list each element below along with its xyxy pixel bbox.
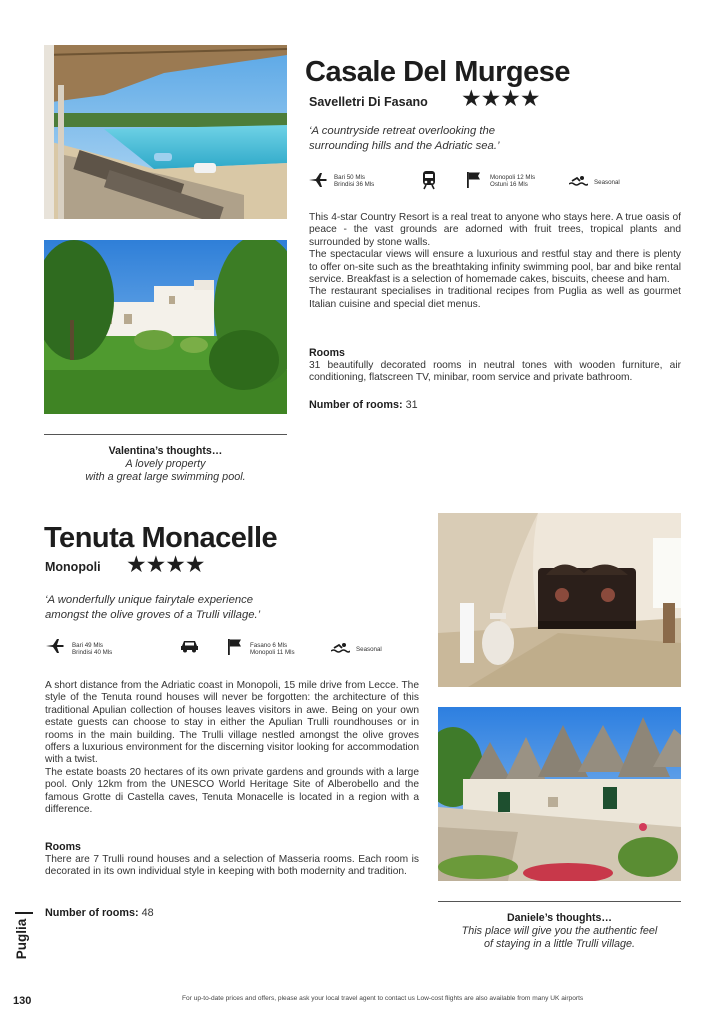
train-icon — [421, 170, 437, 190]
page-number: 130 — [13, 995, 32, 1007]
star-rating: ★★★★ — [126, 551, 205, 577]
trullo-interior-photo — [438, 513, 681, 687]
town-distance-1: Monopoli 12 Mls — [490, 174, 536, 181]
thoughts-divider — [44, 434, 287, 435]
description-paragraph: A short distance from the Adriatic coast in Monopoli, 15 mile drive from Lecce. The style of the Tenuta round houses will never be forgotten: the architecture of this traditional Apulian collection of houses leaves visitors in awe. Being on your own estate guests can choose to stay in either the Apulian Trulli roundhouses or in rooms in the main building. The Trulli village nestled amongst the olive groves offers a luxurious environment for the discerning visitor looking for accommodation with a twist. — [45, 680, 419, 766]
plane-icon — [308, 172, 328, 188]
number-of-rooms — [309, 399, 418, 411]
flag-icon — [227, 638, 243, 656]
hotel-quote: ‘A wonderfully unique fairytale experience amongst the olive groves of a Trulli village.’ — [45, 594, 261, 621]
car-icon — [180, 639, 199, 653]
thoughts-line: of staying in a little Trulli village. — [483, 938, 636, 950]
hotel-name-casale: Casale Del Murgese — [305, 56, 571, 88]
thoughts-line: with a great large swimming pool. — [85, 471, 246, 483]
number-of-rooms — [45, 907, 154, 919]
star-rating: ★★★★ — [461, 85, 540, 111]
airport-distance-2: Brindisi 40 Mls — [72, 649, 113, 656]
town-distance-2: Monopoli 11 Mls — [250, 649, 295, 656]
plane-icon — [45, 638, 65, 654]
hotel-quote: ‘A countryside retreat overlooking the surrounding hills and the Adriatic sea.’ — [309, 125, 500, 152]
airport-distance-2: Brindisi 36 Mls — [334, 181, 375, 188]
rooms-text: 31 beautifully decorated rooms in neutral tones with wooden furniture, air conditioning, flatscreen TV, minibar, room service and private bathroom. — [309, 360, 681, 384]
pool-icon — [331, 642, 350, 654]
thoughts-divider — [438, 901, 681, 902]
hotel-description — [45, 680, 419, 816]
rooms-text: There are 7 Trulli round houses and a selection of Masseria rooms. Each room is decorated in its own individual style in keeping with both modernity and tradition. — [45, 854, 419, 878]
pool-season: Seasonal — [356, 646, 382, 653]
thoughts-line: This place will give you the authentic feel — [461, 925, 658, 937]
number-of-rooms-value: 31 — [405, 399, 418, 411]
footer-note: For up-to-date prices and offers, please ask your local travel agent to contact us Low-cost flights are also available from many UK airports — [182, 995, 584, 1002]
town-distance-1: Fasano 6 Mls — [250, 642, 288, 649]
trulli-village-photo — [438, 707, 681, 881]
number-of-rooms-label: Number of rooms: — [309, 399, 403, 411]
rooms-heading: Rooms — [309, 347, 345, 359]
description-paragraph: This 4-star Country Resort is a real treat to anyone who stays here. A true oasis of peace - the vast grounds are adorned with fruit trees, tropical plants and surrounded by stone walls. — [309, 212, 681, 248]
pool-icon — [569, 175, 588, 187]
description-paragraph: The spectacular views will ensure a luxurious and restful stay and there is plenty to offer on-site such as the breathtaking infinity swimming pool, bar and bike rental service. Breakfast is a selection of homemade cakes, biscuits, cheese and ham. — [309, 249, 681, 286]
airport-distance-1: Bari 50 Mls — [334, 174, 365, 181]
airport-distance-1: Bari 49 Mls — [72, 642, 103, 649]
hotel-description — [309, 212, 681, 311]
region-side-tab: Puglia — [14, 918, 29, 960]
hotel-name-tenuta: Tenuta Monacelle — [44, 522, 278, 554]
thoughts-line: A lovely property — [125, 458, 206, 470]
number-of-rooms-value: 48 — [141, 907, 154, 919]
town-distance-2: Ostuni 16 Mls — [490, 181, 528, 188]
number-of-rooms-label: Number of rooms: — [45, 907, 139, 919]
thoughts-author: Daniele’s thoughts… — [507, 912, 612, 924]
description-paragraph: The restaurant specialises in traditional recipes from Puglia as well as gourmet Italian cuisine and special diet menus. — [309, 286, 681, 310]
pool-season: Seasonal — [594, 179, 620, 186]
pool-terrace-photo — [44, 45, 287, 219]
flag-icon — [466, 171, 482, 189]
hotel-location: Monopoli — [45, 560, 101, 574]
villa-garden-photo — [44, 240, 287, 414]
description-paragraph: The estate boasts 20 hectares of its own private gardens and grounds with a large pool. Only 12km from the UNESCO World Heritage Site of Alberobello and the famous Grotte di Castella caves, Tenuta Monacelle is located in a region with a difference. — [45, 766, 419, 816]
thoughts-author: Valentina’s thoughts… — [108, 445, 223, 457]
rooms-heading: Rooms — [45, 841, 81, 853]
hotel-location: Savelletri Di Fasano — [309, 95, 428, 109]
